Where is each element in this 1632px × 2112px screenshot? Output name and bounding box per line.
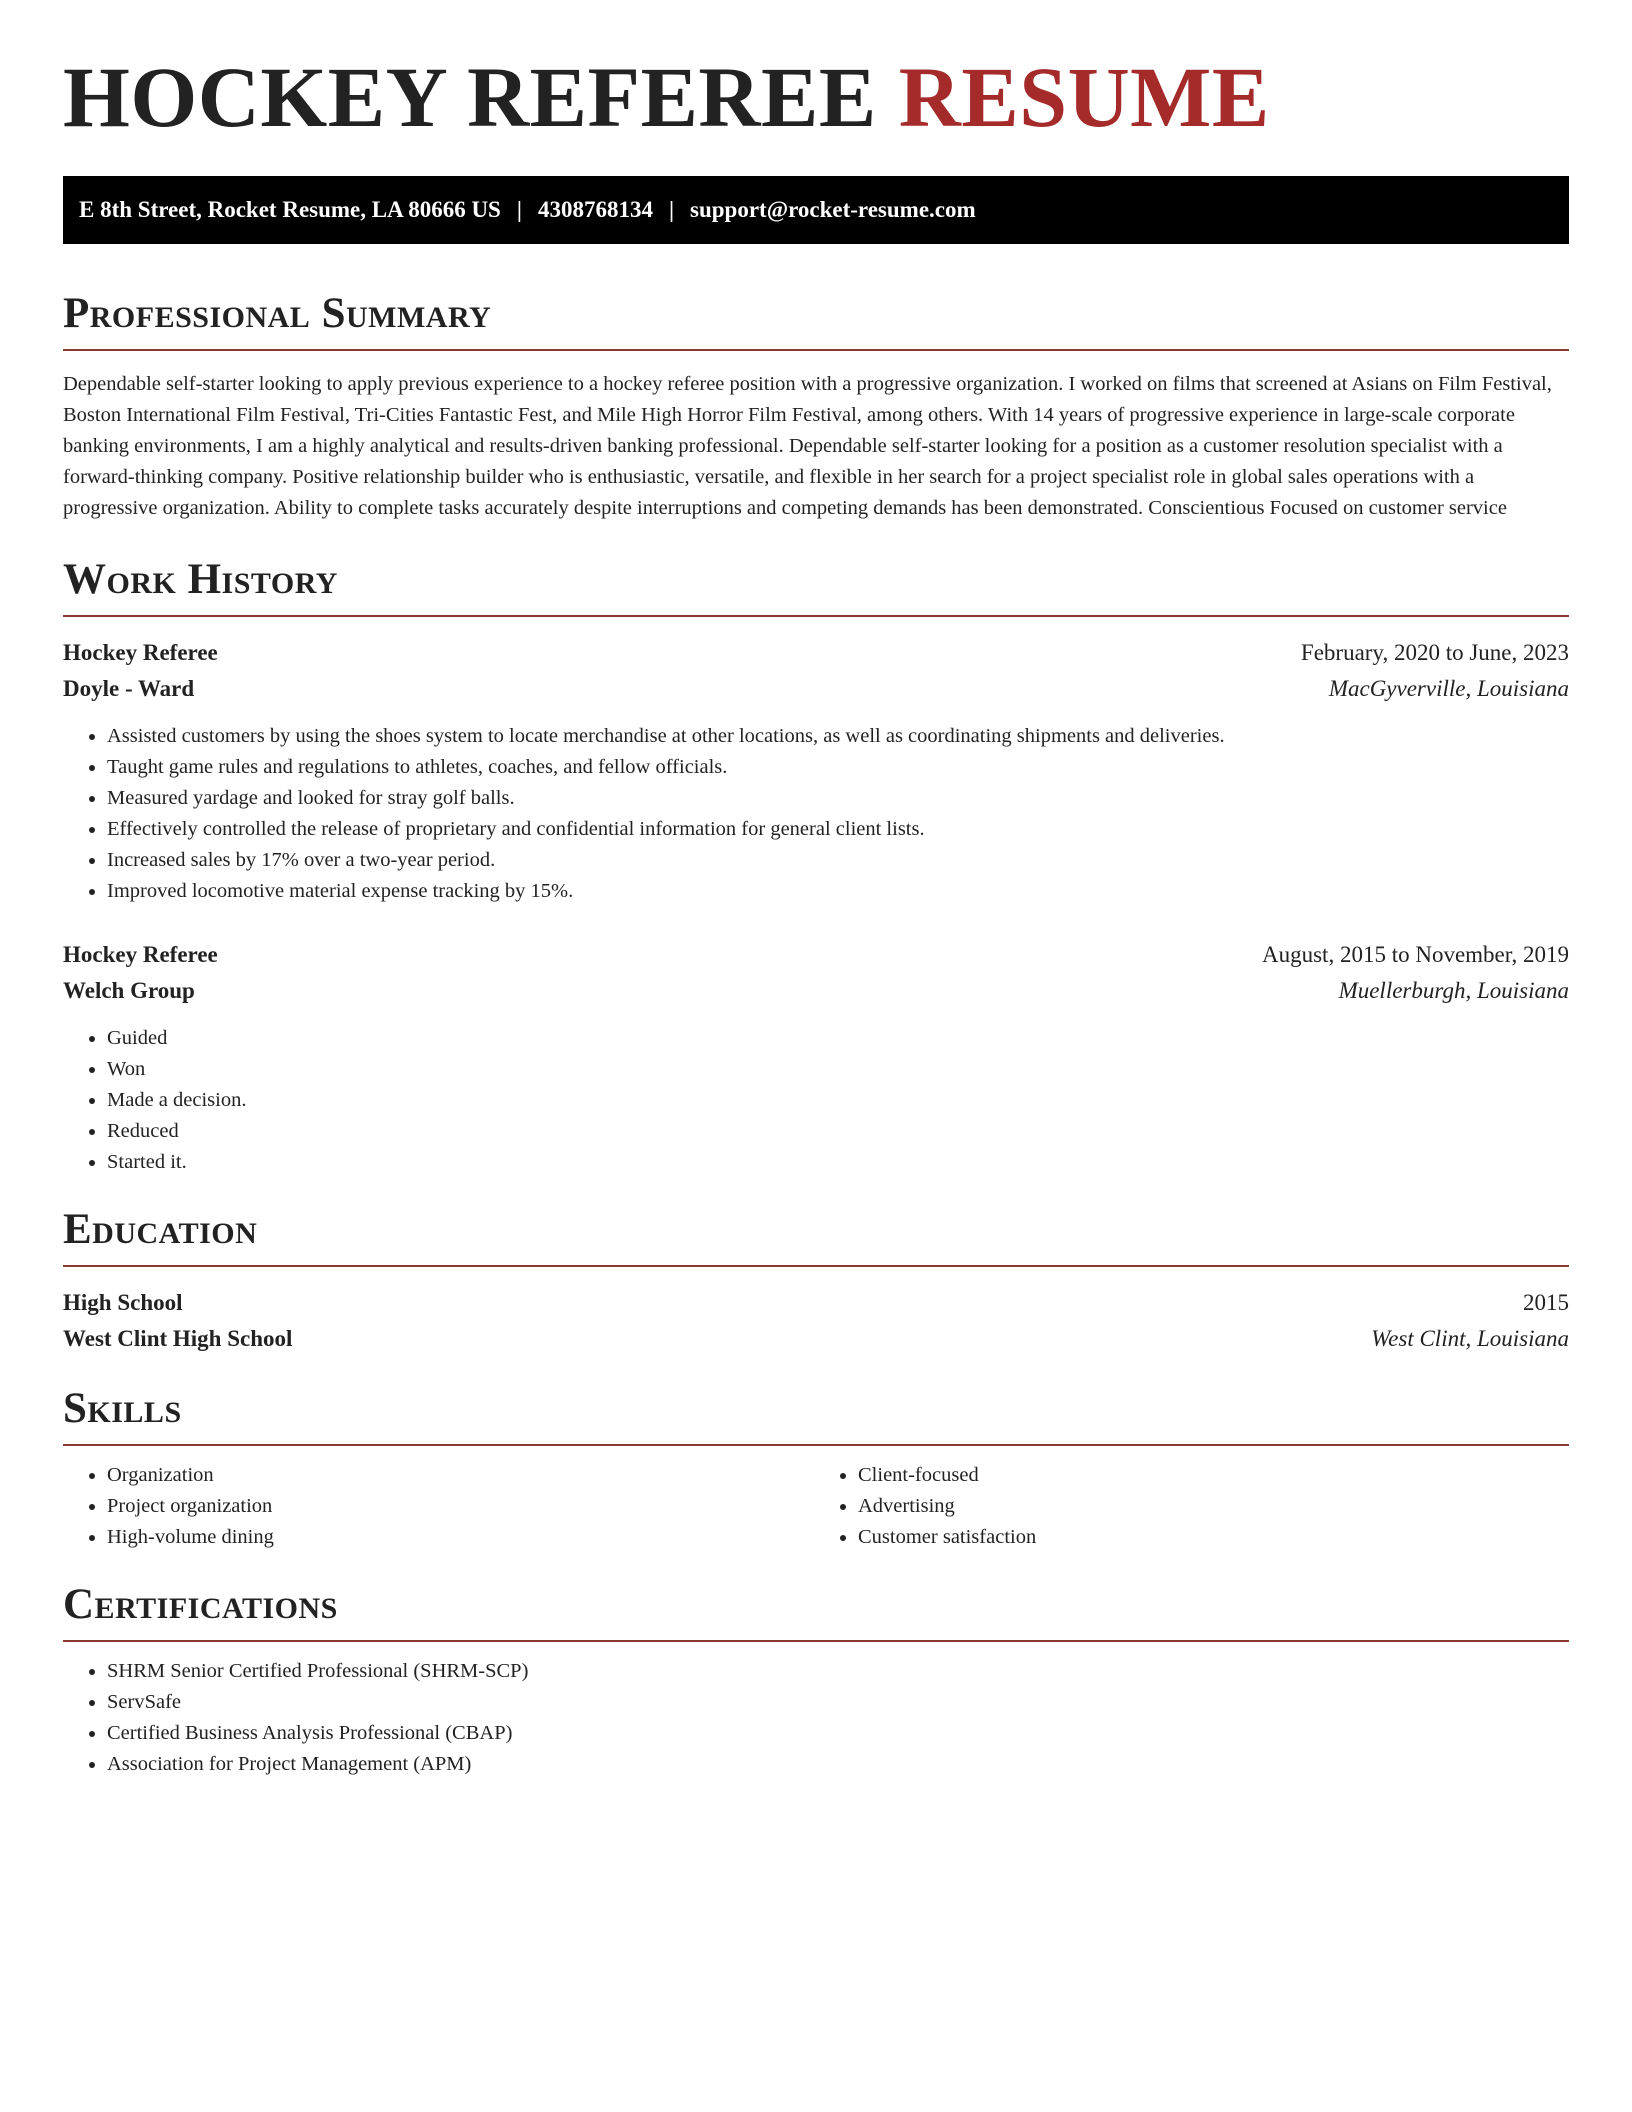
job-bullet: • Measured yardage and looked for stray golf balls. (107, 783, 1569, 814)
professional-summary-section (63, 292, 1569, 524)
education-header-row (63, 1285, 1569, 1321)
education-section (63, 1208, 1569, 1357)
job-title: Hockey Referee (63, 640, 218, 665)
skills-grid (63, 1460, 1569, 1553)
contact-phone: 4308768134 (537, 197, 653, 222)
contact-bar (63, 176, 1569, 244)
job-bullet: • Started it. (107, 1147, 1569, 1178)
job-bullet: • Effectively controlled the release of proprietary and confidential information for general client lists. (107, 814, 1569, 845)
section-heading-education: Education (63, 1208, 1569, 1267)
skills-section (63, 1387, 1569, 1553)
job-location: Muellerburgh, Louisiana (1338, 978, 1569, 1003)
skills-list-left (63, 1460, 818, 1553)
certification-item: • SHRM Senior Certified Professional (SHRM-SCP) (107, 1656, 1569, 1687)
skill-item: • Organization (107, 1460, 818, 1491)
education-year: 2015 (1523, 1290, 1569, 1315)
job-company: Doyle - Ward (63, 676, 195, 701)
job-header-row (63, 635, 1569, 671)
education-entry (63, 1285, 1569, 1357)
skills-list-right (818, 1460, 1569, 1553)
job-bullet: • Made a decision. (107, 1085, 1569, 1116)
resume-title-main: HOCKEY REFEREE (63, 49, 877, 145)
resume-title (63, 49, 1569, 145)
certifications-list (63, 1656, 1569, 1780)
skill-item: • Customer satisfaction (858, 1522, 1569, 1553)
certification-item: • Certified Business Analysis Professional (CBAP) (107, 1718, 1569, 1749)
contact-address: E 8th Street, Rocket Resume, LA 80666 US (79, 197, 501, 222)
education-location: West Clint, Louisiana (1371, 1326, 1569, 1351)
job-company-row (63, 671, 1569, 707)
job-company: Welch Group (63, 978, 195, 1003)
job-title: Hockey Referee (63, 942, 218, 967)
certification-item: • Association for Project Management (APM) (107, 1749, 1569, 1780)
job-header-row (63, 937, 1569, 973)
skill-item: • Advertising (858, 1491, 1569, 1522)
section-heading-certifications: Certifications (63, 1583, 1569, 1642)
skill-item: • Client-focused (858, 1460, 1569, 1491)
job-bullet: • Increased sales by 17% over a two-year period. (107, 845, 1569, 876)
education-degree: High School (63, 1290, 183, 1315)
skill-item: • High-volume dining (107, 1522, 818, 1553)
education-school: West Clint High School (63, 1326, 293, 1351)
certifications-section (63, 1583, 1569, 1780)
job-bullet: • Taught game rules and regulations to athletes, coaches, and fellow officials. (107, 752, 1569, 783)
resume-title-accent: RESUME (898, 49, 1270, 145)
job-bullet-list (63, 721, 1569, 907)
job-bullet-list (63, 1023, 1569, 1178)
skill-item: • Project organization (107, 1491, 818, 1522)
job-entry (63, 937, 1569, 1178)
summary-text: Dependable self-starter looking to apply previous experience to a hockey referee position with a progressive organization. I worked on films that screened at Asians on Film Festival, Boston International Film Festival, Tri-Cities Fantastic Fest, and Mile High Horror Film Festival, among others. With 14 years of progressive experience in large-scale corporate banking environments, I am a highly analytical and results-driven banking professional. Dependable self-starter looking for a position as a customer resolution specialist with a forward-thinking company. Positive relationship builder who is enthusiastic, versatile, and flexible in her search for a project specialist role in global sales operations with a progressive organization. Ability to complete tasks accurately despite interruptions and competing demands has been demonstrated. Conscientious Focused on customer service (63, 373, 1552, 519)
job-bullet: • Assisted customers by using the shoes system to locate merchandise at other locations, as well as coordinating shipments and deliveries. (107, 721, 1569, 752)
work-history-section (63, 558, 1569, 1178)
contact-email: support@rocket-resume.com (690, 197, 976, 222)
job-entry (63, 635, 1569, 907)
education-school-row (63, 1321, 1569, 1357)
job-dates: February, 2020 to June, 2023 (1300, 640, 1569, 665)
job-bullet: • Reduced (107, 1116, 1569, 1147)
section-heading-summary: Professional Summary (63, 292, 1569, 351)
job-company-row (63, 973, 1569, 1009)
job-bullet: • Guided (107, 1023, 1569, 1054)
certification-item: • ServSafe (107, 1687, 1569, 1718)
section-heading-work-history: Work History (63, 558, 1569, 617)
job-dates: August, 2015 to November, 2019 (1262, 942, 1569, 967)
section-heading-skills: Skills (63, 1387, 1569, 1446)
job-bullet: • Won (107, 1054, 1569, 1085)
contact-separator: | (668, 197, 675, 222)
job-location: MacGyverville, Louisiana (1328, 676, 1569, 701)
job-bullet: • Improved locomotive material expense tracking by 15%. (107, 876, 1569, 907)
contact-separator: | (516, 197, 522, 222)
